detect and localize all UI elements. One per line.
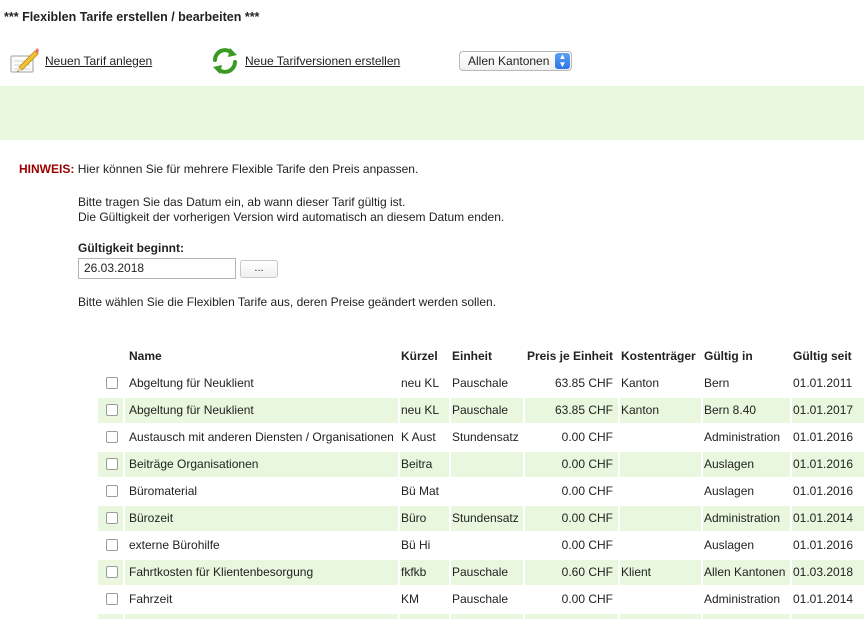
column-separator — [618, 560, 620, 585]
column-separator — [523, 506, 525, 531]
column-separator — [449, 452, 451, 477]
header-einheit[interactable]: Einheit — [452, 349, 493, 363]
new-tarif-versions-link[interactable] — [210, 44, 400, 78]
column-separator — [398, 506, 400, 531]
hint — [19, 162, 418, 176]
table-row[interactable] — [98, 560, 864, 585]
cell-einheit: Stundensatz — [452, 511, 519, 525]
cell-gueltig-in: Administration — [704, 430, 781, 444]
column-separator — [790, 398, 792, 423]
header-preis[interactable]: Preis je Einheit — [526, 349, 613, 363]
cell-kuerzel: Bü Mat — [401, 484, 440, 498]
header-name[interactable]: Name — [129, 349, 162, 363]
column-separator — [449, 560, 451, 585]
cell-gueltig-in: Bern — [704, 376, 730, 390]
select-instruction: Bitte wählen Sie die Flexiblen Tarife aus, deren Preise geändert werden sollen. — [78, 295, 497, 309]
header-gueltig-seit[interactable]: Gültig seit — [793, 349, 852, 363]
cell-name: Abgeltung für Neuklient — [129, 403, 254, 417]
date-picker-button[interactable]: ... — [240, 260, 278, 278]
column-separator — [618, 614, 620, 619]
canton-select-value: Allen Kantonen — [468, 54, 550, 68]
cell-gueltig-seit: 01.01.2016 — [793, 430, 854, 444]
cell-einheit: Pauschale — [452, 403, 509, 417]
cell-gueltig-in: Administration — [704, 511, 781, 525]
cell-preis: 0.00 CHF — [561, 457, 613, 471]
column-separator — [398, 560, 400, 585]
cell-kuerzel: Büro — [401, 511, 427, 525]
table-row[interactable] — [98, 614, 864, 619]
hint-label: HINWEIS: — [19, 162, 75, 176]
cell-gueltig-seit: 01.01.2017 — [793, 403, 854, 417]
column-separator — [523, 614, 525, 619]
table-row[interactable] — [98, 452, 864, 477]
row-checkbox[interactable] — [106, 404, 118, 416]
cell-name: Fahrtkosten für Klientenbesorgung — [129, 565, 314, 579]
column-separator — [618, 398, 620, 423]
row-checkbox[interactable] — [106, 458, 118, 470]
cell-preis: 63.85 CHF — [554, 403, 613, 417]
row-checkbox[interactable] — [106, 377, 118, 389]
column-separator — [123, 398, 125, 423]
cell-preis: 0.00 CHF — [561, 511, 613, 525]
valid-from-date-input[interactable]: 26.03.2018 — [78, 258, 236, 279]
cell-name: externe Bürohilfe — [129, 538, 220, 552]
cell-gueltig-in: Bern 8.40 — [704, 403, 757, 417]
cell-kostentraeger: Kanton — [621, 403, 660, 417]
table-row[interactable] — [98, 371, 864, 396]
row-checkbox[interactable] — [106, 431, 118, 443]
header-kuerzel[interactable]: Kürzel — [401, 349, 438, 363]
column-separator — [790, 506, 792, 531]
cell-einheit: Stundensatz — [452, 430, 519, 444]
cell-name: Fahrzeit — [129, 592, 173, 606]
cell-name: Abgeltung für Neuklient — [129, 376, 254, 390]
date-instruction-line-1: Bitte tragen Sie das Datum ein, ab wann dieser Tarif gültig ist. — [78, 195, 406, 209]
cell-name: Büromaterial — [129, 484, 198, 498]
cell-preis: 63.85 CHF — [554, 376, 613, 390]
cell-gueltig-in: Administration — [704, 592, 781, 606]
canton-select[interactable] — [459, 51, 572, 71]
cell-kuerzel: neu KL — [401, 403, 440, 417]
new-tarif-versions-label: Neue Tarifversionen erstellen — [245, 54, 401, 68]
cell-preis: 0.00 CHF — [561, 430, 613, 444]
column-separator — [523, 560, 525, 585]
cell-einheit: Pauschale — [452, 592, 509, 606]
pencil-notepad-icon — [8, 46, 40, 76]
cell-kuerzel: Bü Hi — [401, 538, 431, 552]
table-row[interactable] — [98, 506, 864, 531]
header-gueltig-in[interactable]: Gültig in — [704, 349, 753, 363]
row-checkbox[interactable] — [106, 539, 118, 551]
column-separator — [123, 614, 125, 619]
new-tarif-label: Neuen Tarif anlegen — [45, 54, 153, 68]
column-separator — [523, 452, 525, 477]
column-separator — [790, 614, 792, 619]
green-refresh-arrows-icon — [210, 46, 240, 76]
column-separator — [123, 452, 125, 477]
table-row[interactable] — [98, 398, 864, 423]
hint-text: Hier können Sie für mehrere Flexible Tarife den Preis anpassen. — [77, 162, 419, 176]
toolbar — [0, 44, 864, 78]
column-separator — [701, 506, 703, 531]
date-label: Gültigkeit beginnt: — [78, 241, 184, 255]
cell-gueltig-in: Auslagen — [704, 538, 755, 552]
column-separator — [123, 506, 125, 531]
column-separator — [398, 614, 400, 619]
cell-preis: 0.00 CHF — [561, 484, 613, 498]
column-separator — [123, 560, 125, 585]
cell-gueltig-seit: 01.01.2016 — [793, 484, 854, 498]
table-row[interactable] — [98, 533, 864, 558]
cell-name: Bürozeit — [129, 511, 174, 525]
column-separator — [449, 398, 451, 423]
cell-preis — [526, 614, 613, 619]
cell-gueltig-seit: 01.01.2016 — [793, 538, 854, 552]
cell-gueltig-in: Allen Kantonen — [704, 565, 786, 579]
table-header — [98, 344, 864, 369]
cell-gueltig-seit: 01.01.2014 — [793, 592, 854, 606]
cell-einheit: Pauschale — [452, 376, 509, 390]
column-separator — [790, 452, 792, 477]
cell-name: Beiträge Organisationen — [129, 457, 259, 471]
table-row[interactable] — [98, 425, 864, 450]
cell-kuerzel: fkfkb — [401, 565, 427, 579]
column-separator — [618, 506, 620, 531]
cell-kuerzel: Beitra — [401, 457, 433, 471]
page-title: *** Flexiblen Tarife erstellen / bearbeiten *** — [4, 10, 260, 24]
filter-band — [0, 86, 864, 140]
cell-name: Austausch mit anderen Diensten / Organisationen — [129, 430, 394, 444]
cell-gueltig-seit: 01.03.2018 — [793, 565, 854, 579]
cell-preis: 0.00 CHF — [561, 592, 613, 606]
column-separator — [701, 560, 703, 585]
table-row[interactable] — [98, 479, 864, 504]
column-separator — [701, 614, 703, 619]
table-row[interactable] — [98, 587, 864, 612]
cell-kuerzel: K Aust — [401, 430, 436, 444]
cell-einheit: Pauschale — [452, 565, 509, 579]
column-separator — [701, 452, 703, 477]
column-separator — [790, 560, 792, 585]
cell-kuerzel: KM — [401, 592, 419, 606]
cell-gueltig-seit: 01.01.2016 — [793, 457, 854, 471]
new-tarif-link[interactable] — [8, 44, 152, 78]
row-checkbox[interactable] — [106, 593, 118, 605]
cell-kostentraeger: Kanton — [621, 376, 660, 390]
cell-gueltig-in: Auslagen — [704, 484, 755, 498]
column-separator — [449, 506, 451, 531]
cell-gueltig-seit: 01.01.2014 — [793, 511, 854, 525]
row-checkbox[interactable] — [106, 512, 118, 524]
column-separator — [701, 398, 703, 423]
column-separator — [398, 452, 400, 477]
column-separator — [398, 398, 400, 423]
cell-kostentraeger: Klient — [621, 565, 652, 579]
cell-kuerzel: neu KL — [401, 376, 440, 390]
row-checkbox[interactable] — [106, 566, 118, 578]
row-checkbox[interactable] — [106, 485, 118, 497]
cell-gueltig-in: Auslagen — [704, 457, 755, 471]
header-kostentraeger[interactable]: Kostenträger — [621, 349, 696, 363]
column-separator — [449, 614, 451, 619]
column-separator — [523, 398, 525, 423]
column-separator — [618, 452, 620, 477]
chevron-updown-icon: ▲ ▼ — [555, 53, 570, 69]
cell-gueltig-seit: 01.01.2011 — [793, 376, 853, 390]
cell-preis: 0.60 CHF — [561, 565, 613, 579]
date-instruction-line-2: Die Gültigkeit der vorherigen Version wird automatisch an diesem Datum enden. — [78, 210, 505, 224]
cell-preis: 0.00 CHF — [561, 538, 613, 552]
